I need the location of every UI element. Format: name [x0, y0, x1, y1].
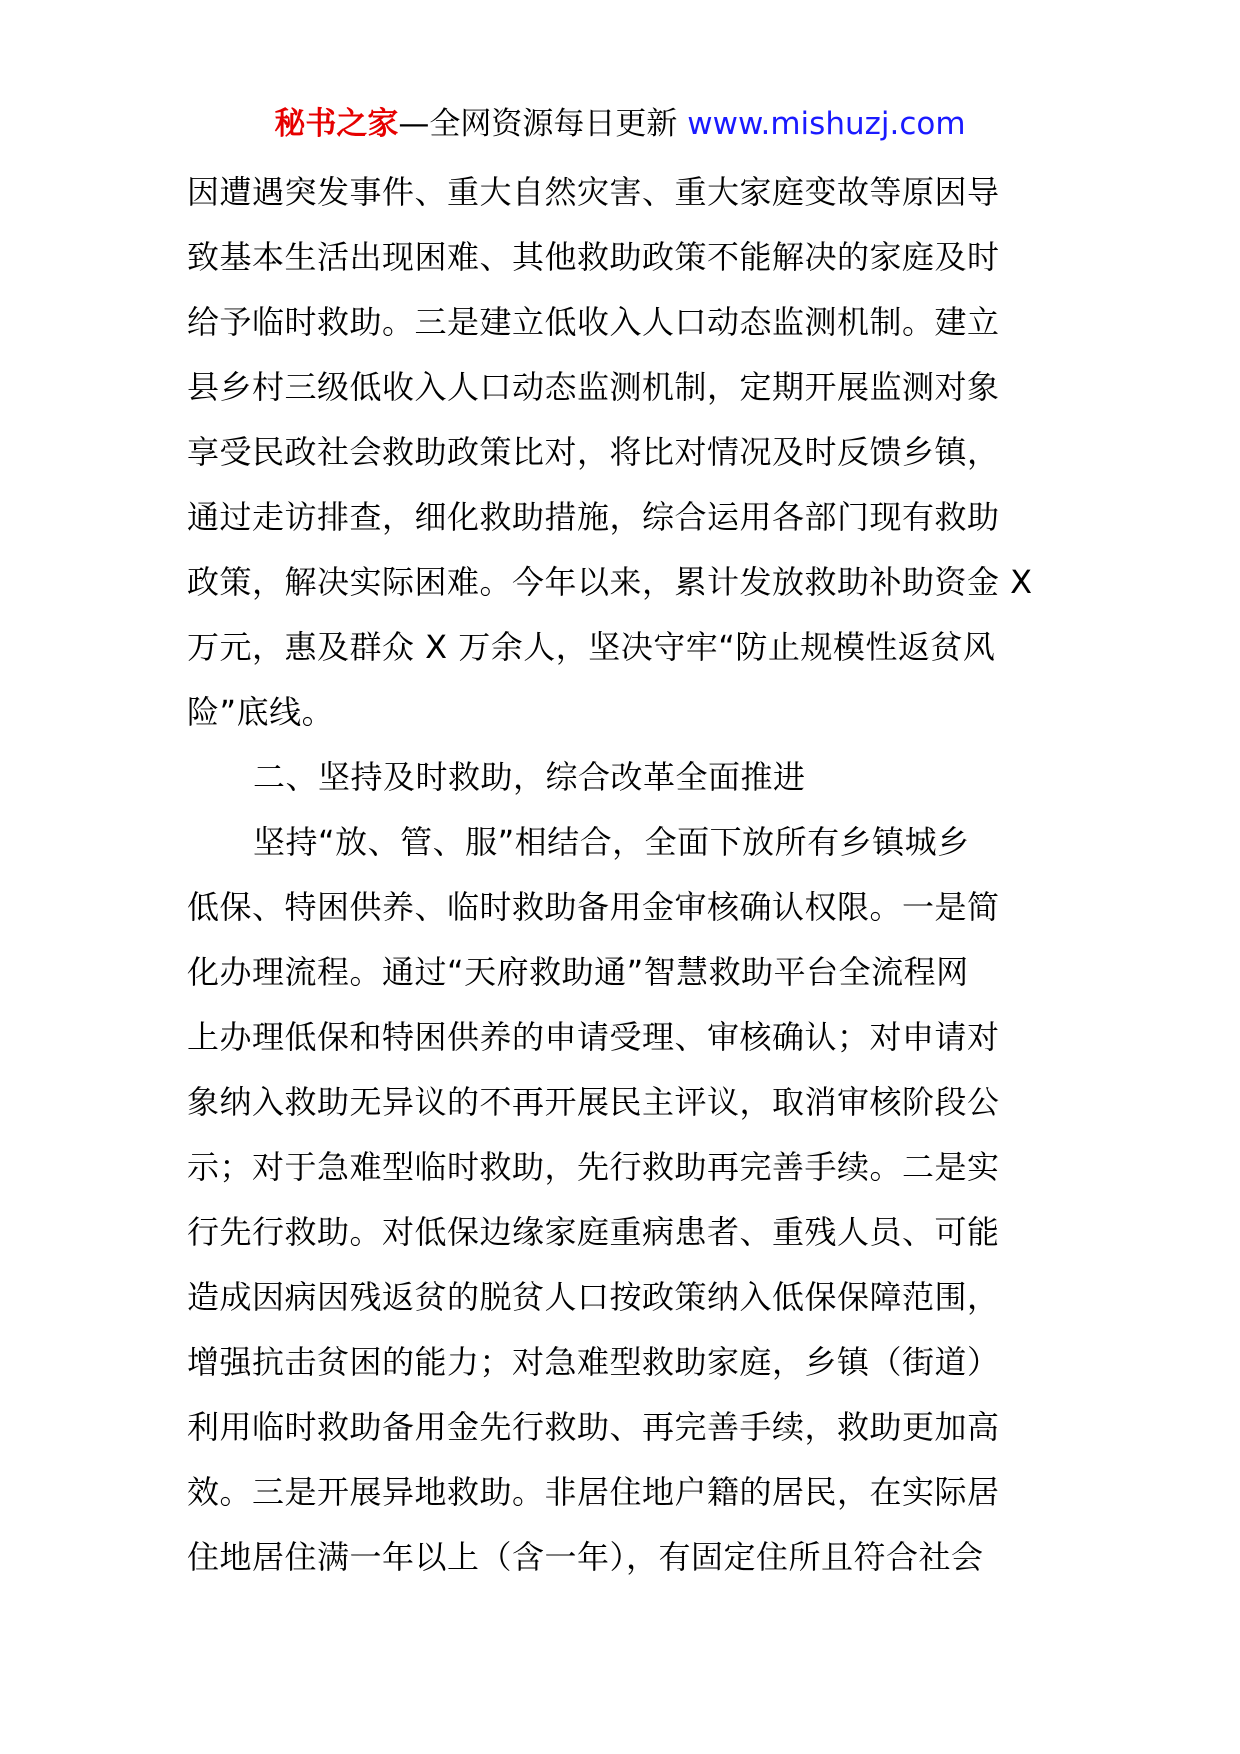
text-line: 享受民政社会救助政策比对，将比对情况及时反馈乡镇， — [187, 433, 1000, 471]
text-line: 县乡村三级低收入人口动态监测机制，定期开展监测对象 — [187, 368, 1000, 406]
text-line: 行先行救助。对低保边缘家庭重病患者、重残人员、可能 — [187, 1213, 1000, 1251]
text-line: 增强抗击贫困的能力；对急难型救助家庭，乡镇（街道） — [187, 1343, 1000, 1381]
text-line: 低保、特困供养、临时救助备用金审核确认权限。一是简 — [187, 888, 1000, 926]
text-line: 化办理流程。通过“天府救助通”智慧救助平台全流程网 — [187, 953, 969, 991]
text-line: 政策，解决实际困难。今年以来，累计发放救助补助资金 X — [187, 563, 1033, 601]
page-header — [0, 102, 1240, 146]
text-line: 坚持“放、管、服”相结合，全面下放所有乡镇城乡 — [253, 823, 970, 861]
text-line: 上办理低保和特困供养的申请受理、审核确认；对申请对 — [187, 1018, 1000, 1056]
text-line: 示；对于急难型临时救助，先行救助再完善手续。二是实 — [187, 1148, 1000, 1186]
text-line: 住地居住满一年以上（含一年），有固定住所且符合社会 — [187, 1538, 984, 1576]
document-body — [187, 160, 1062, 1590]
brand-name: 秘书之家 — [274, 106, 399, 142]
text-line: 通过走访排查，细化救助措施，综合运用各部门现有救助 — [187, 498, 1000, 536]
text-line: 二、坚持及时救助，综合改革全面推进 — [253, 758, 806, 796]
text-line: 效。三是开展异地救助。非居住地户籍的居民，在实际居 — [187, 1473, 1000, 1511]
text-line: 利用临时救助备用金先行救助、再完善手续，救助更加高 — [187, 1408, 1000, 1446]
text-line: 因遭遇突发事件、重大自然灾害、重大家庭变故等原因导 — [187, 173, 1000, 211]
text-line: 万元，惠及群众 X 万余人，坚决守牢“防止规模性返贫风 — [187, 628, 996, 666]
text-line: 致基本生活出现困难、其他救助政策不能解决的家庭及时 — [187, 238, 1000, 276]
header-tagline: —全网资源每日更新 — [398, 106, 688, 142]
text-line: 给予临时救助。三是建立低收入人口动态监测机制。建立 — [187, 303, 1000, 341]
text-line: 造成因病因残返贫的脱贫人口按政策纳入低保保障范围， — [187, 1278, 1000, 1316]
header-url[interactable]: www.mishuzj.com — [687, 106, 966, 142]
text-line: 象纳入救助无异议的不再开展民主评议，取消审核阶段公 — [187, 1083, 1000, 1121]
text-line: 险”底线。 — [187, 693, 335, 731]
